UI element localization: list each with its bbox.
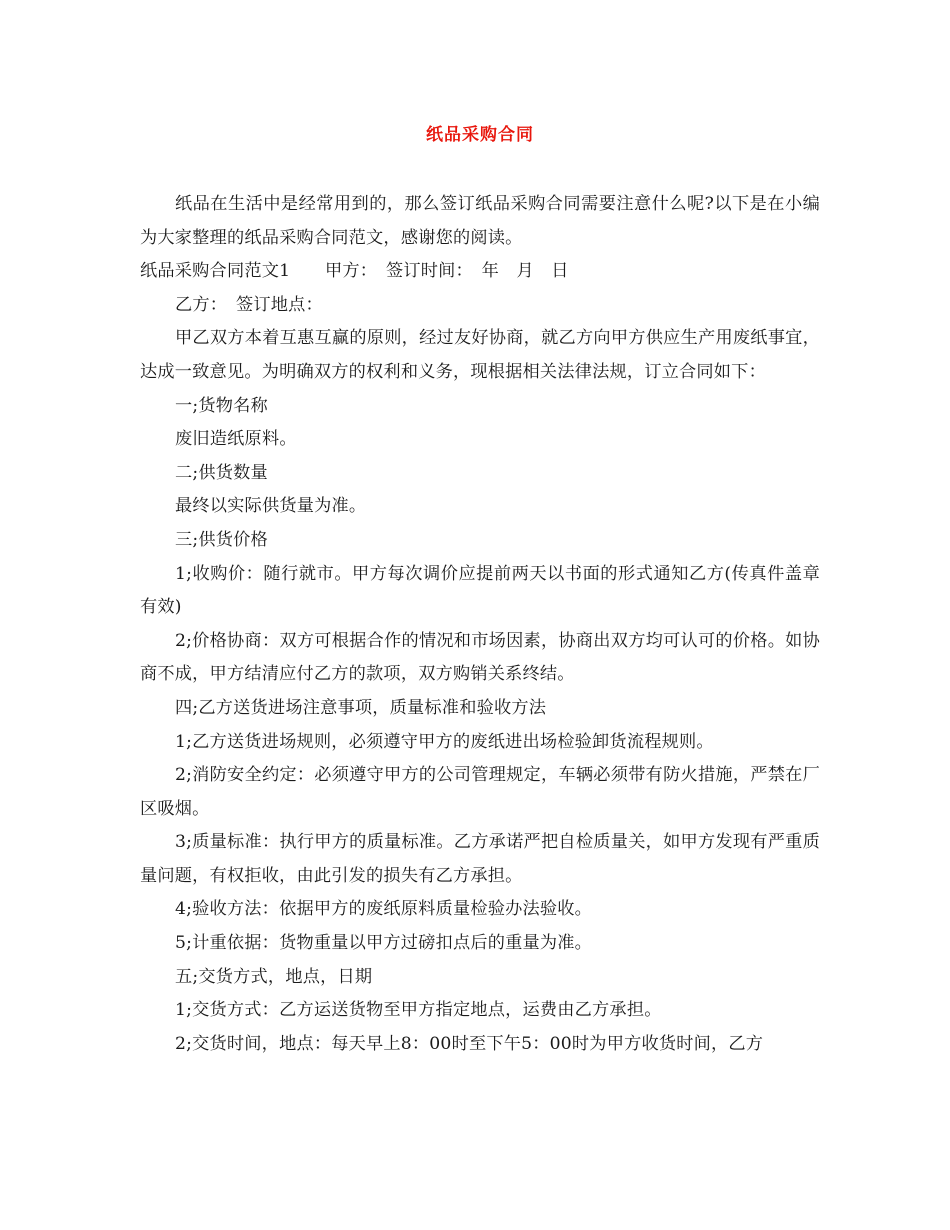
paragraph: 四;乙方送货进场注意事项，质量标准和验收方法: [175, 697, 547, 718]
paragraph: 3;质量标准：执行甲方的质量标准。乙方承诺严把自检质量关，如甲方发现有严重质量问题，有权拒收，由此引发的损失有乙方承担。: [140, 832, 820, 886]
document-page: [140, 122, 820, 1061]
document-title: 纸品采购合同: [426, 125, 534, 145]
paragraph: 1;收购价：随行就市。甲方每次调价应提前两天以书面的形式通知乙方(传真件盖章有效): [140, 563, 820, 618]
paragraph: 一;货物名称: [175, 395, 268, 416]
paragraph: 1;交货方式：乙方运送货物至甲方指定地点，运费由乙方承担。: [175, 1000, 662, 1021]
paragraph: 甲乙双方本着互惠互赢的原则，经过友好协商，就乙方向甲方供应生产用废纸事宜，达成一致意见。为明确双方的权利和义务，现根据相关法律法规，订立合同如下：: [140, 328, 820, 382]
paragraph: 二;供货数量: [175, 462, 268, 483]
paragraph: 五;交货方式，地点，日期: [175, 966, 373, 987]
paragraph: 5;计重依据：货物重量以甲方过磅扣点后的重量为准。: [175, 933, 593, 954]
paragraph: 三;供货价格: [175, 529, 268, 550]
paragraph: 纸品在生活中是经常用到的，那么签订纸品采购合同需要注意什么呢?以下是在小编为大家整理的纸品采购合同范文，感谢您的阅读。: [140, 194, 820, 248]
paragraph: 2;消防安全约定：必须遵守甲方的公司管理规定，车辆必须带有防火措施，严禁在厂区吸烟。: [140, 765, 820, 819]
paragraph: 最终以实际供货量为准。: [175, 496, 367, 517]
paragraph: 乙方： 签订地点：: [175, 294, 323, 315]
paragraph: 2;价格协商：双方可根据合作的情况和市场因素，协商出双方均可认可的价格。如协商不成，甲方结清应付乙方的款项，双方购销关系终结。: [140, 630, 820, 685]
paragraph: 废旧造纸原料。: [175, 429, 297, 450]
document-body: [140, 188, 820, 1061]
paragraph: 4;验收方法：依据甲方的废纸原料质量检验办法验收。: [175, 899, 593, 920]
paragraph: 1;乙方送货进场规则，必须遵守甲方的废纸进出场检验卸货流程规则。: [175, 731, 714, 752]
paragraph: 纸品采购合同范文1 甲方： 签订时间： 年 月 日: [140, 261, 569, 282]
paragraph: 2;交货时间，地点：每天早上8：00时至下午5：00时为甲方收货时间，乙方: [175, 1033, 764, 1054]
